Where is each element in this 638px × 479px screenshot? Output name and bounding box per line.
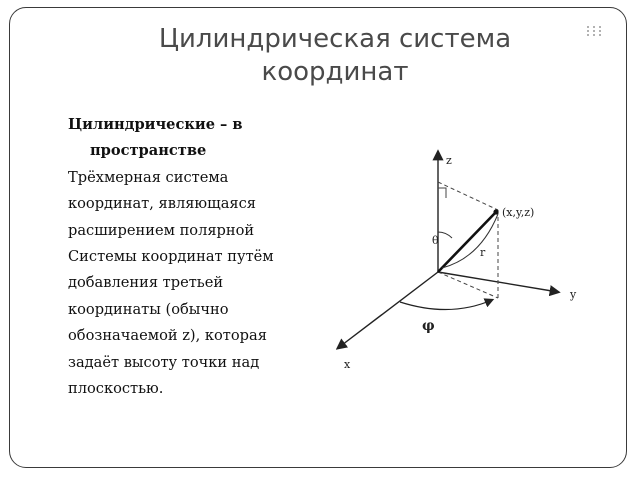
corner-dots-decoration [587,26,603,36]
body-line: Системы координат путём [68,248,274,266]
radius-label: r [480,246,486,259]
body-line: обозначаемой z), которая [68,327,267,345]
theta-arc [438,232,452,238]
body-line: плоскостью. [68,380,164,398]
dashed-projection [438,272,498,298]
z-axis-label: z [446,154,452,167]
phi-arc [400,300,492,310]
title-line-2: координат [261,57,409,87]
body-line: координаты (обычно [68,300,229,318]
body-text [68,112,328,402]
title-line-1: Цилиндрическая система [158,24,512,54]
body-line: добавления третьей [68,274,224,292]
y-axis-label: y [570,288,577,301]
theta-label: θ [432,234,439,247]
body-line: Трёхмерная система [68,168,229,186]
body-heading [68,112,328,165]
heading-line-2: пространстве [90,142,207,160]
x-axis-label: x [344,358,351,371]
body-line: координат, являющаяся [68,195,256,213]
body-line: расширением полярной [68,221,255,239]
point-label: (x,y,z) [502,206,535,219]
dashed-top [438,182,498,210]
point-marker [493,209,498,214]
body-line: задаёт высоту точки над [68,353,260,371]
right-angle-marker [438,188,446,198]
radius-vector [438,212,496,272]
cylindrical-coordinates-diagram [330,140,590,380]
x-axis [338,272,438,348]
phi-label: φ [422,318,435,334]
heading-line-1: Цилиндрические – в [68,116,243,133]
slide-title [95,23,575,89]
